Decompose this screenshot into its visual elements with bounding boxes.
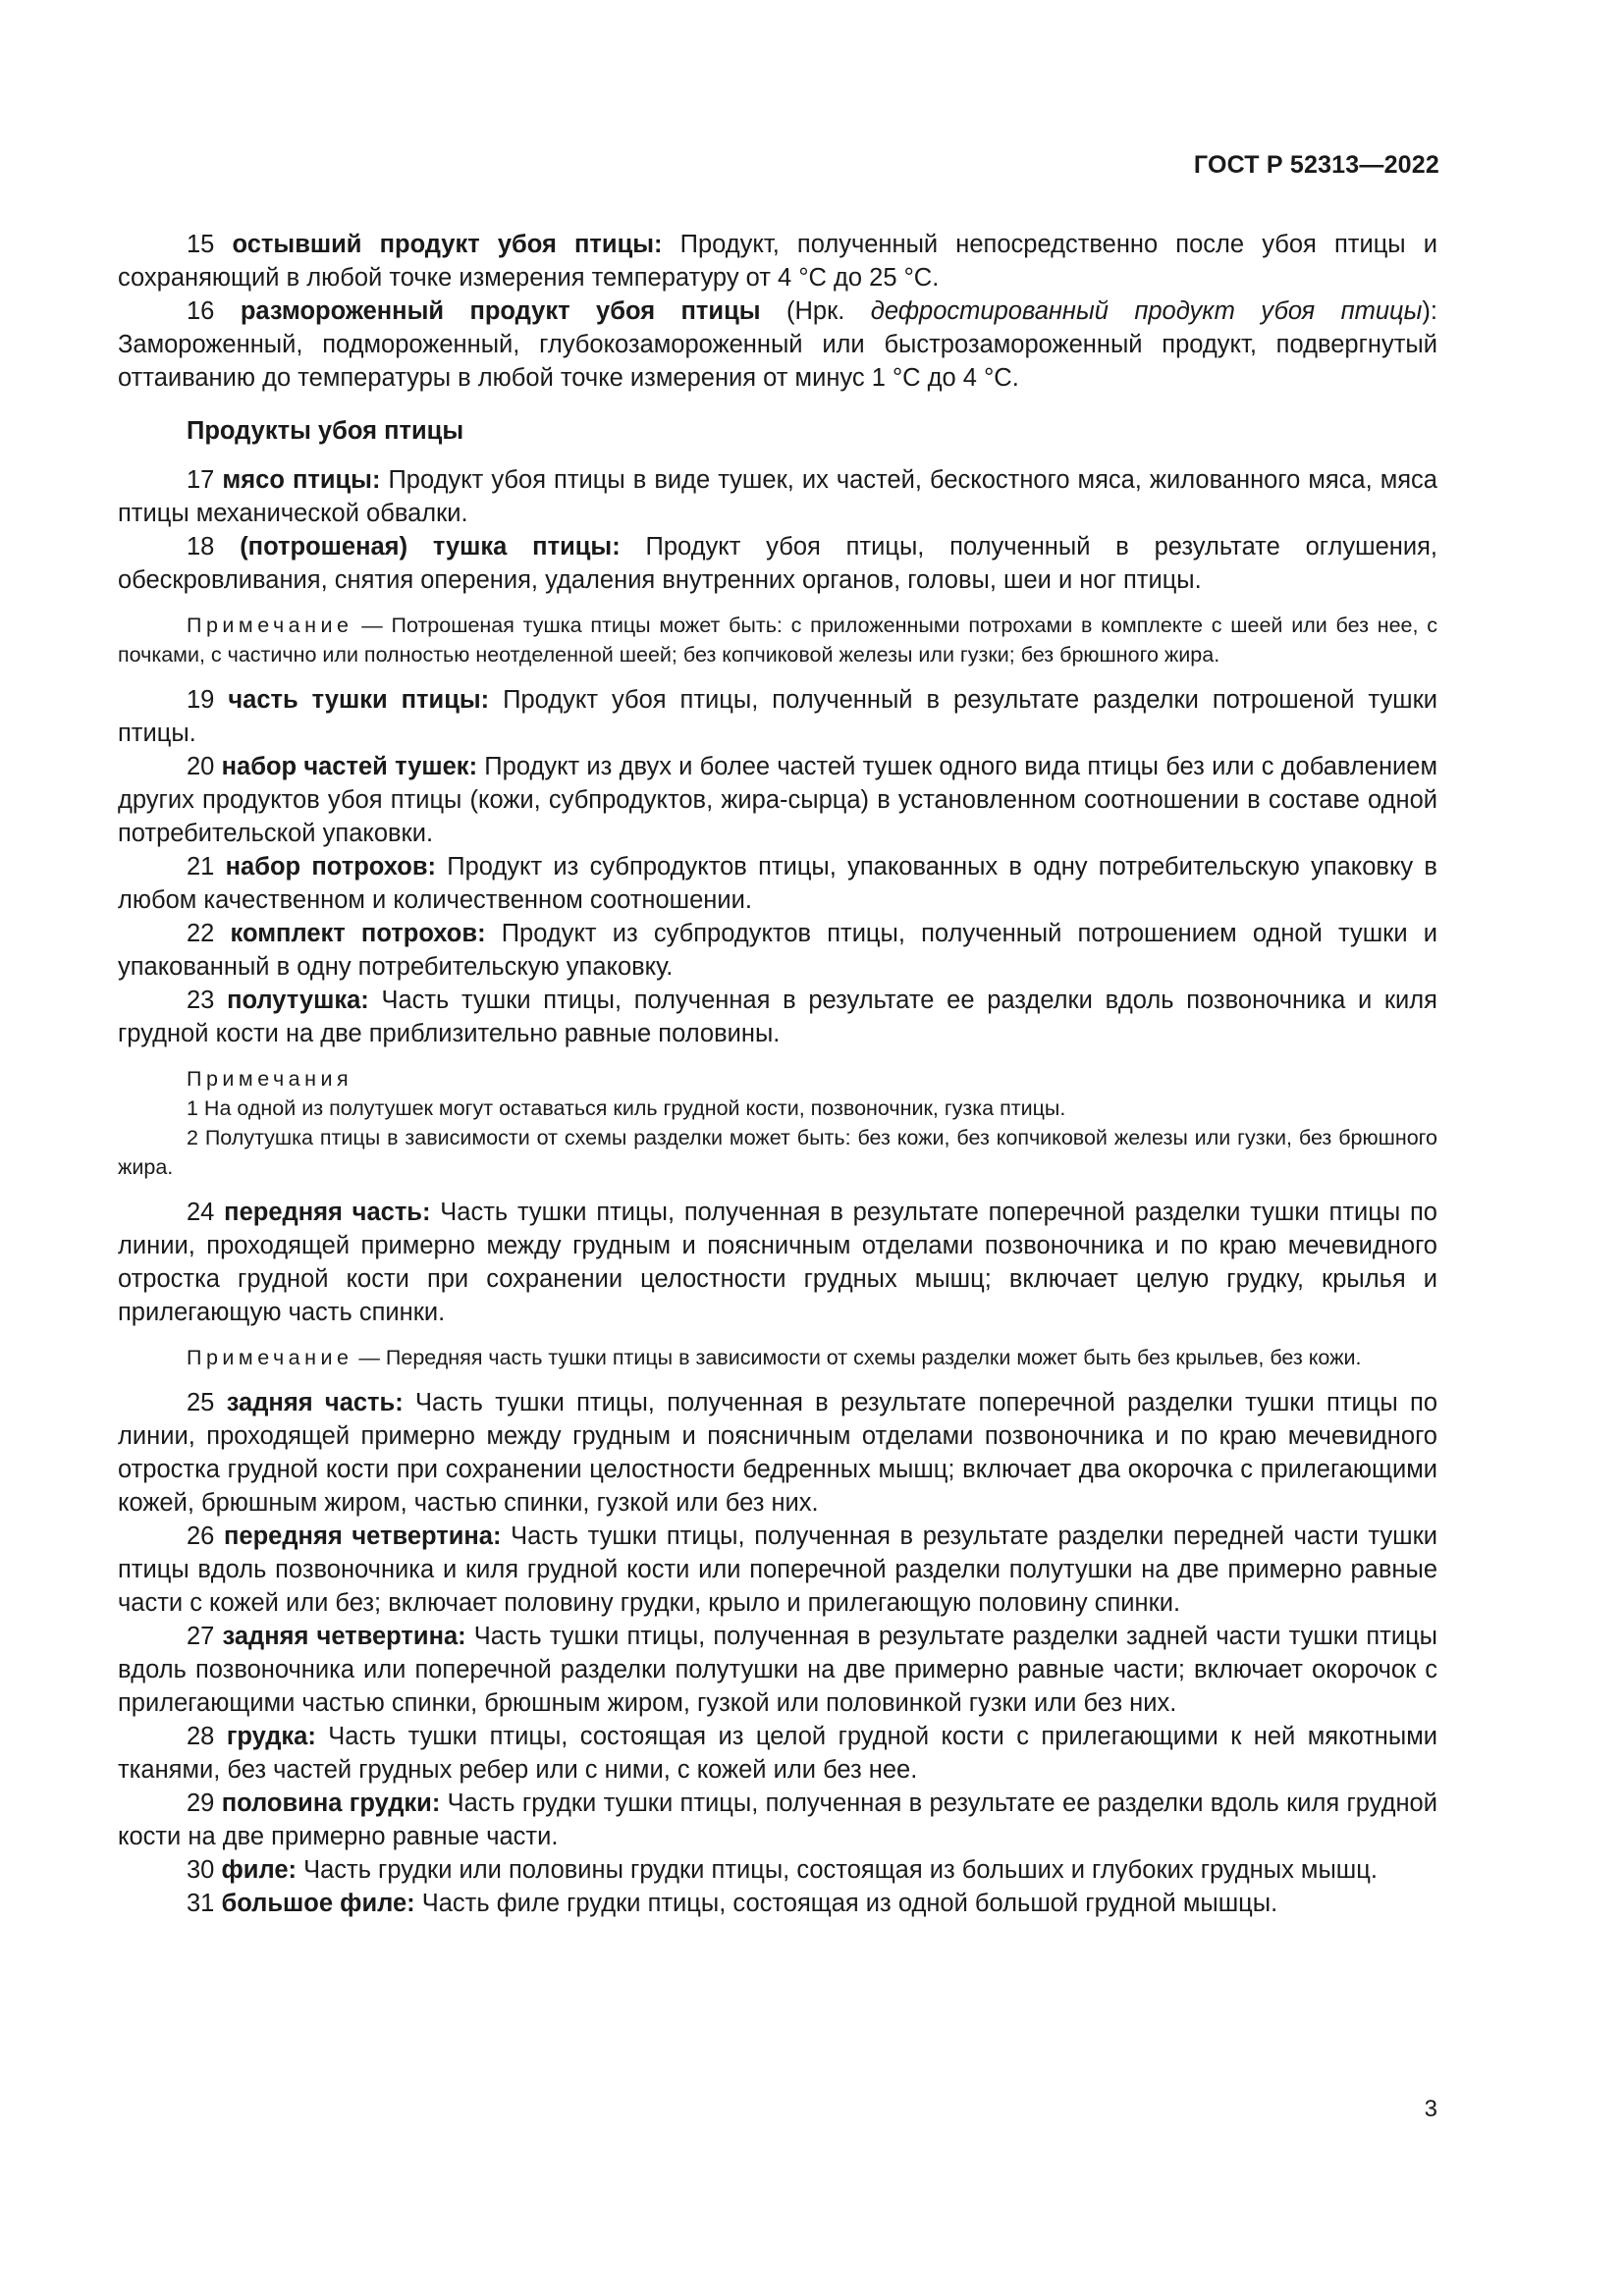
term-definition: Продукт из субпродуктов птицы, упакованных в одну потребительскую упаковку в любом качественном и количественном соотношении. [118,853,1437,914]
term-name: передняя четвертина: [224,1522,502,1550]
notes-label [118,1064,1437,1094]
term-entry-24 [118,1196,1437,1329]
term-entry-26 [118,1520,1437,1620]
term-entry-30 [118,1853,1437,1887]
entry-number: 16 [187,297,215,325]
term-definition: Продукт убоя птицы, полученный в результате оглушения, обескровливания, снятия оперения, удаления внутренних органов, головы, шеи и ног птицы. [118,533,1437,594]
term-name: (потрошеная) тушка птицы: [240,533,621,561]
entry-number: 27 [187,1623,215,1650]
term-definition: Часть тушки птицы, полученная в результате поперечной разделки тушки птицы по линии, проходящей примерно между грудным и поясничным отделами позвоночника и по краю мечевидного отростка грудной кости при сохранении целостности грудных мышц; включает целую грудку, крылья и прилегающую часть спинки. [118,1199,1437,1326]
term-entry-22 [118,917,1437,984]
entry-number: 21 [187,853,215,881]
term-definition: Часть тушки птицы, состоящая из целой грудной кости с прилегающими к ней мякотными тканями, без частей грудных ребер или с ними, с кожей или без нее. [118,1723,1437,1784]
term-entry-29 [118,1787,1437,1853]
entry-number: 24 [187,1199,215,1226]
term-entry-20 [118,750,1437,850]
term-name: набор потрохов: [225,853,437,881]
term-definition: Замороженный, подмороженный, глубокозамороженный или быстрозамороженный продукт, подвергнутый оттаиванию до температуры в любой точке измерения от минус 1 °С до 4 °С. [118,331,1437,392]
term-definition: Часть грудки или половины грудки птицы, состоящая из больших и глубоких грудных мышц. [297,1856,1378,1884]
term-name: половина грудки: [221,1789,441,1817]
term-entry-15 [118,228,1437,294]
term-definition: Продукт убоя птицы, полученный в результате разделки потрошеной тушки птицы. [118,686,1437,747]
term-entry-23 [118,984,1437,1050]
document-code: ГОСТ Р 52313—2022 [1193,151,1439,179]
term-definition: Продукт из субпродуктов птицы, полученный потрошением одной тушки и упакованный в одну потребительскую упаковку. [118,920,1437,981]
term-entry-31 [118,1887,1437,1920]
entry-number: 23 [187,987,215,1014]
term-name: остывший продукт убоя птицы: [232,231,663,258]
section-title: Продукты убоя птицы [187,417,464,445]
term-name: набор частей тушек: [221,753,478,780]
note-dash: — [352,614,392,637]
note-label: Примечание [187,1346,353,1369]
term-entry-25 [118,1386,1437,1520]
entry-number: 26 [187,1522,215,1550]
term-definition: Часть тушки птицы, полученная в результате поперечной разделки тушки птицы по линии, проходящей примерно между грудным и поясничным отделами позвоночника и по краю мечевидного отростка грудной кости при сохранении целостности бедренных мышц; включает два окорочка с прилегающими кожей, брюшным жиром, частью спинки, гузкой или без них. [118,1389,1438,1517]
page-number: 3 [1424,2096,1437,2122]
term-definition: Продукт из двух и более частей тушек одного вида птицы без или с добавлением других продуктов убоя птицы (кожи, субпродуктов, жира-сырца) в установленном соотношении в составе одной потребительской упаковки. [118,753,1437,847]
term-definition: Часть тушки птицы, полученная в результате разделки задней части тушки птицы вдоль позвоночника или поперечной разделки полутушки на две примерно равные части; включает окорочок с прилегающими частью спинки, брюшным жиром, гузкой или половинкой гузки или без них. [118,1623,1437,1717]
term-definition: Продукт убоя птицы в виде тушек, их частей, бескостного мяса, жилованного мяса, мяса птицы механической обвалки. [118,466,1437,527]
term-name: задняя часть: [226,1389,404,1416]
deprecated-term: дефростированный продукт убоя птицы [870,297,1423,325]
note-18 [118,611,1437,669]
deprecated-suffix: ): [1422,297,1437,325]
term-definition: Часть филе грудки птицы, состоящая из одной большой грудной мышцы. [414,1890,1278,1917]
term-name: филе: [221,1856,297,1884]
page-content [118,228,1437,1920]
entry-number: 25 [187,1389,215,1416]
note-24 [118,1343,1437,1372]
note-item: 1 На одной из полутушек могут оставаться киль грудной кости, позвоночник, гузка птицы. [187,1096,1066,1120]
note-dash: — [352,1346,386,1369]
term-entry-28 [118,1720,1437,1787]
term-name: мясо птицы: [222,466,381,494]
note-text: Потрошеная тушка птицы может быть: с приложенными потрохами в комплекте с шеей или без нее, с почками, с частично или полностью неотделенной шеей; без копчиковой железы или гузки; без брюшного жира. [118,614,1437,667]
term-definition: Часть тушки птицы, полученная в результате ее разделки вдоль позвоночника и киля грудной кости на две приблизительно равные половины. [118,987,1437,1047]
term-entry-17 [118,463,1437,530]
notes-label-text: Примечания [187,1067,353,1091]
entry-number: 29 [187,1789,215,1817]
deprecated-prefix: (Нрк. [760,297,871,325]
entry-number: 19 [187,686,215,714]
term-definition: Часть тушки птицы, полученная в результате разделки передней части тушки птицы вдоль позвоночника и киля грудной кости или поперечной разделки полутушки на две примерно равные части с кожей или без; включает половину грудки, крыло и прилегающую половину спинки. [118,1522,1437,1617]
entry-number: 28 [187,1723,215,1750]
term-name: грудка: [226,1723,316,1750]
note-text: Передняя часть тушки птицы в зависимости от схемы разделки может быть без крыльев, без кожи. [385,1346,1362,1369]
term-name: размороженный продукт убоя птицы [240,297,761,325]
note-label: Примечание [187,614,353,637]
term-name: задняя четвертина: [222,1623,466,1650]
entry-number: 18 [187,533,215,561]
term-entry-18 [118,530,1437,597]
term-definition: Часть грудки тушки птицы, полученная в результате ее разделки вдоль киля грудной кости на две примерно равные части. [118,1789,1437,1850]
entry-number: 22 [187,920,215,947]
term-name: большое филе: [221,1890,415,1917]
term-entry-19 [118,683,1437,750]
term-entry-21 [118,850,1437,917]
notes-23 [118,1064,1437,1182]
term-entry-16 [118,294,1437,395]
entry-number: 17 [187,466,215,494]
term-entry-27 [118,1620,1437,1720]
term-name: полутушка: [227,987,369,1014]
entry-number: 20 [187,753,215,780]
entry-number: 30 [187,1856,215,1884]
entry-number: 15 [187,231,215,258]
note-item: 2 Полутушка птицы в зависимости от схемы разделки может быть: без кожи, без копчиковой железы или гузки, без брюшного жира. [118,1126,1437,1179]
term-name: передняя часть: [224,1199,431,1226]
term-definition: Продукт, полученный непосредственно после убоя птицы и сохраняющий в любой точке измерения температуру от 4 °С до 25 °С. [118,231,1437,292]
term-name: комплект потрохов: [230,920,486,947]
term-name: часть тушки птицы: [228,686,490,714]
entry-number: 31 [187,1890,215,1917]
